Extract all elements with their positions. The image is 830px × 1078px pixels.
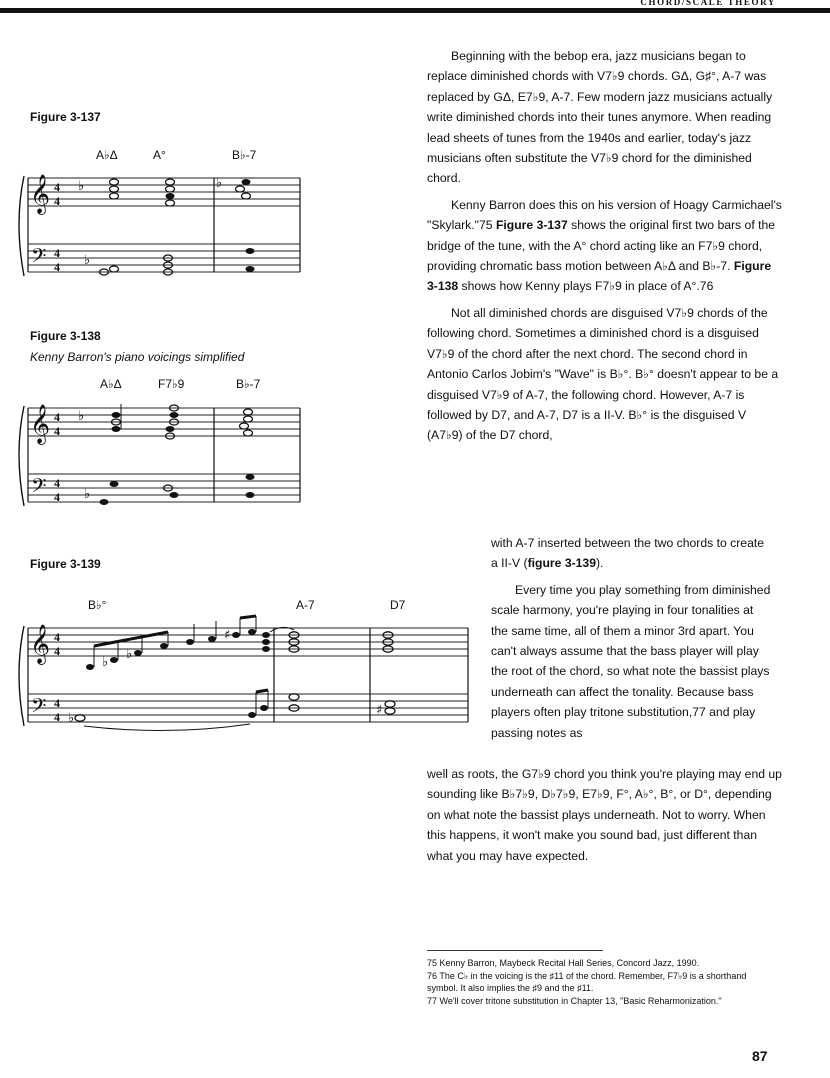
chord-symbol: A♭Δ xyxy=(96,148,118,162)
music-staff-system xyxy=(18,168,308,286)
svg-text:♭: ♭ xyxy=(68,711,75,726)
svg-text:4: 4 xyxy=(54,476,60,490)
svg-text:♯: ♯ xyxy=(376,703,383,718)
svg-text:4: 4 xyxy=(54,260,60,274)
svg-text:4: 4 xyxy=(54,194,60,208)
chord-symbol: B♭-7 xyxy=(232,148,257,162)
svg-text:♯: ♯ xyxy=(224,628,231,643)
svg-text:♭: ♭ xyxy=(84,253,91,268)
svg-text:4: 4 xyxy=(54,696,60,710)
footnote: 76 The C♭ in the voicing is the ♯11 of the chord. Remember, F7♭9 is a shorthand symbol. It also implies the ♯9 and the ♯11. xyxy=(427,971,747,993)
svg-text:𝄞: 𝄞 xyxy=(30,404,51,444)
svg-text:♭: ♭ xyxy=(126,647,133,662)
svg-text:♭: ♭ xyxy=(78,409,85,424)
svg-text:♭: ♭ xyxy=(84,487,91,502)
chord-symbol: A-7 xyxy=(296,598,315,612)
svg-text:♭: ♭ xyxy=(78,179,85,194)
chord-symbol: F7♭9 xyxy=(158,377,185,391)
svg-text:4: 4 xyxy=(54,644,60,658)
chord-symbol: A° xyxy=(153,148,166,162)
paragraph: with A-7 inserted between the two chords to create a II-V (figure 3-139). xyxy=(491,536,765,571)
footnote-rule xyxy=(427,950,603,951)
body-text-column-narrow xyxy=(491,533,773,743)
paragraph: Every time you play something from diminished scale harmony, you're playing in four tonalities at the same time, all of them a minor 3rd apart. You can't always assume that the bass player will play the root of the chord, so what note the bassist plays underneath can affect the tonality. Because bass players often play tritone substitution,77 and play passing notes as xyxy=(491,582,771,740)
svg-text:𝄞: 𝄞 xyxy=(30,624,51,664)
svg-text:𝄢: 𝄢 xyxy=(31,244,47,272)
body-text-column xyxy=(427,764,785,866)
svg-text:4: 4 xyxy=(54,246,60,260)
footnote: 75 Kenny Barron, Maybeck Recital Hall Series, Concord Jazz, 1990. xyxy=(427,958,700,968)
chord-symbol: B♭-7 xyxy=(236,377,261,391)
footnote: 77 We'll cover tritone substitution in Chapter 13, "Basic Reharmonization." xyxy=(427,996,722,1006)
figure-label: Figure 3-138 xyxy=(30,329,101,343)
running-head: CHORD/SCALE THEORY xyxy=(636,0,780,7)
body-text-column xyxy=(427,46,785,446)
music-staff-system xyxy=(18,618,474,736)
paragraph: Kenny Barron does this on his version of Hoagy Carmichael's "Skylark."75 Figure 3-137 shows the original first two bars of the bridge of the tune, with the A° chord acting like an F7♭9 chord, providing chromatic bass motion between A♭Δ and B♭-7. Figure 3-138 shows how Kenny plays F7♭9 in place of A°.76 xyxy=(427,197,782,294)
svg-text:♭: ♭ xyxy=(216,176,223,191)
paragraph: well as roots, the G7♭9 chord you think you're playing may end up sounding like B♭7♭9, D♭7♭9, E7♭9, F°, A♭°, B°, or D°, depending on what note the bassist plays underneath. Not to worry. When this happens, it won't make you sound bad, just different than what you may have expected. xyxy=(427,767,782,863)
svg-text:4: 4 xyxy=(54,630,60,644)
paragraph: Not all diminished chords are disguised V7♭9 chords of the following chord. Sometimes a diminished chord is a disguised V7♭9 of the chord after the next chord. The second chord in Antonio Carlos Jobim's "Wave" is B♭°. B♭° doesn't appear to be a disguised V7♭9 of A-7, the following chord. However, A-7 is followed by D7, and A-7, D7 is a II-V. B♭° is the disguised V (A7♭9) of the D7 chord, xyxy=(427,305,779,443)
svg-text:4: 4 xyxy=(54,710,60,724)
footnotes xyxy=(427,957,772,1008)
figure-caption: Kenny Barron's piano voicings simplified xyxy=(30,350,245,364)
svg-text:4: 4 xyxy=(54,424,60,438)
svg-text:4: 4 xyxy=(54,490,60,504)
svg-text:♭: ♭ xyxy=(102,655,109,670)
figure-label: Figure 3-137 xyxy=(30,110,101,124)
page-number: 87 xyxy=(752,1048,768,1064)
svg-text:4: 4 xyxy=(54,410,60,424)
svg-text:4: 4 xyxy=(54,180,60,194)
svg-text:𝄞: 𝄞 xyxy=(30,174,51,214)
paragraph: Beginning with the bebop era, jazz musicians began to replace diminished chords with V7♭9 chords. GΔ, G♯°, A-7 was replaced by GΔ, E7♭9, A-7. Few modern jazz musicians actually write diminished chords into their tunes anymore. When reading lead sheets of tunes from the 1940s and earlier, today's jazz musicians often substitute the V7♭9 chord for the diminished chord. xyxy=(427,49,773,186)
chord-symbol: B♭° xyxy=(88,598,107,612)
figure-label: Figure 3-139 xyxy=(30,557,101,571)
music-staff-system xyxy=(18,398,308,516)
svg-text:𝄢: 𝄢 xyxy=(31,694,47,722)
svg-text:𝄢: 𝄢 xyxy=(31,474,47,502)
chord-symbol: A♭Δ xyxy=(100,377,122,391)
chord-symbol: D7 xyxy=(390,598,406,612)
header-rule xyxy=(0,8,830,13)
